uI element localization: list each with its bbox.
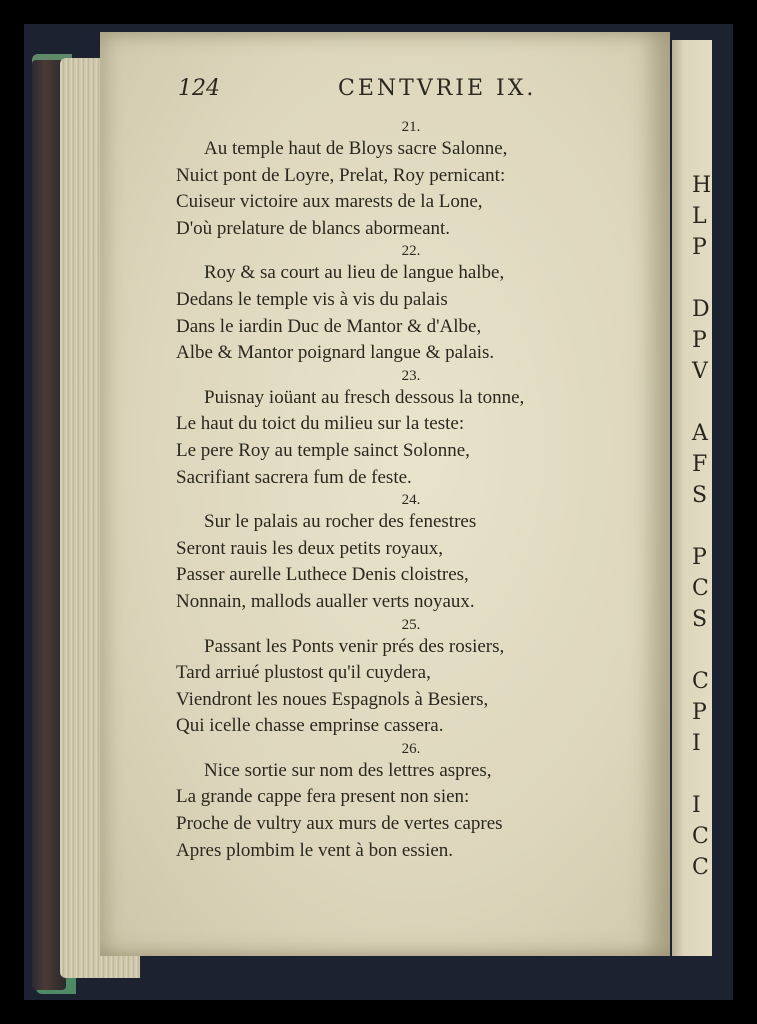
- right-page-letter: [692, 263, 712, 294]
- right-page-letter: A: [692, 421, 708, 446]
- verse-line: Proche de vultry aux murs de vertes capres: [176, 813, 503, 835]
- verse-line: Cuiseur victoire aux marests de la Lone,: [176, 191, 483, 213]
- right-page-letter: L: [692, 204, 707, 229]
- verse-line: Nuict pont de Loyre, Prelat, Roy pernicant:: [176, 164, 506, 186]
- verse-line: Sacrifiant sacrera fum de feste.: [176, 466, 412, 488]
- verse-text: [176, 118, 656, 864]
- verse-line: Passant les Ponts venir prés des rosiers,: [204, 635, 505, 657]
- right-page-letter: F: [692, 452, 708, 477]
- verse-line: Viendront les noues Espagnols à Besiers,: [176, 688, 489, 710]
- quatrain: [176, 118, 656, 242]
- verse-line: Qui icelle chasse emprinse cassera.: [176, 715, 444, 737]
- verse-line: Seront rauis les deux petits royaux,: [176, 537, 444, 559]
- right-page-letter: [692, 759, 712, 790]
- right-page-letter: P: [692, 328, 707, 353]
- right-page-letter: I: [692, 731, 701, 756]
- verse-line: Puisnay ioüant au fresch dessous la tonne,: [204, 386, 525, 408]
- right-page-letter: S: [692, 607, 708, 632]
- verse-line: Tard arriué plustost qu'il cuydera,: [176, 662, 431, 684]
- verse-line: La grande cappe fera present non sien:: [176, 786, 470, 808]
- right-page-letter: C: [692, 576, 709, 601]
- right-page-letter: H: [692, 173, 712, 198]
- quatrain: [176, 242, 656, 366]
- verse-line: Le pere Roy au temple sainct Solonne,: [176, 439, 470, 461]
- quatrain-number: 21.: [401, 119, 421, 135]
- quatrain-number: 24.: [401, 492, 421, 509]
- quatrain-number: 25.: [401, 616, 421, 633]
- quatrain: [176, 616, 656, 740]
- right-page-letter: I: [692, 793, 701, 818]
- verse-line: Apres plombim le vent à bon essien.: [176, 839, 454, 861]
- right-page-letter: C: [692, 824, 709, 849]
- quatrain-number: 23.: [401, 367, 421, 384]
- running-head: CENTVRIE IX.: [338, 76, 537, 101]
- verse-line: Dans le iardin Duc de Mantor & d'Albe,: [176, 315, 482, 337]
- quatrain-number: 22.: [401, 243, 421, 260]
- quatrain: [176, 491, 656, 615]
- right-page-letters: [692, 170, 712, 883]
- page-number: 124: [178, 76, 220, 101]
- right-page-letter: V: [692, 359, 708, 384]
- quatrain: [176, 740, 656, 864]
- verse-line: Nice sortie sur nom des lettres aspres,: [204, 759, 492, 781]
- right-page-letter: P: [692, 700, 707, 725]
- right-page-letter: [692, 511, 712, 542]
- verse-line: Nonnain, mallods aualler verts noyaux.: [176, 590, 475, 612]
- verse-line: Au temple haut de Bloys sacre Salonne,: [204, 138, 508, 159]
- quatrain-number: 26.: [401, 740, 421, 757]
- right-page-letter: [692, 635, 712, 666]
- right-page-letter: C: [692, 669, 709, 694]
- right-page-letter: D: [692, 297, 710, 322]
- right-page-letter: P: [692, 545, 707, 570]
- verse-line: Dedans le temple vis à vis du palais: [176, 288, 448, 310]
- verse-line: Roy & sa court au lieu de langue halbe,: [204, 262, 505, 284]
- page-header: [178, 76, 588, 106]
- verse-line: Sur le palais au rocher des fenestres: [204, 511, 477, 533]
- quatrain: [176, 367, 656, 491]
- right-page-letter: P: [692, 235, 707, 260]
- right-page-letter: C: [692, 855, 709, 880]
- verse-line: Albe & Mantor poignard langue & palais.: [176, 342, 495, 364]
- right-page-letter: [692, 387, 712, 418]
- verse-line: Passer aurelle Luthece Denis cloistres,: [176, 564, 469, 586]
- verse-line: Le haut du toict du milieu sur la teste:: [176, 413, 465, 435]
- verse-line: D'où prelature de blancs abormeant.: [176, 217, 451, 239]
- right-page-letter: S: [692, 483, 708, 508]
